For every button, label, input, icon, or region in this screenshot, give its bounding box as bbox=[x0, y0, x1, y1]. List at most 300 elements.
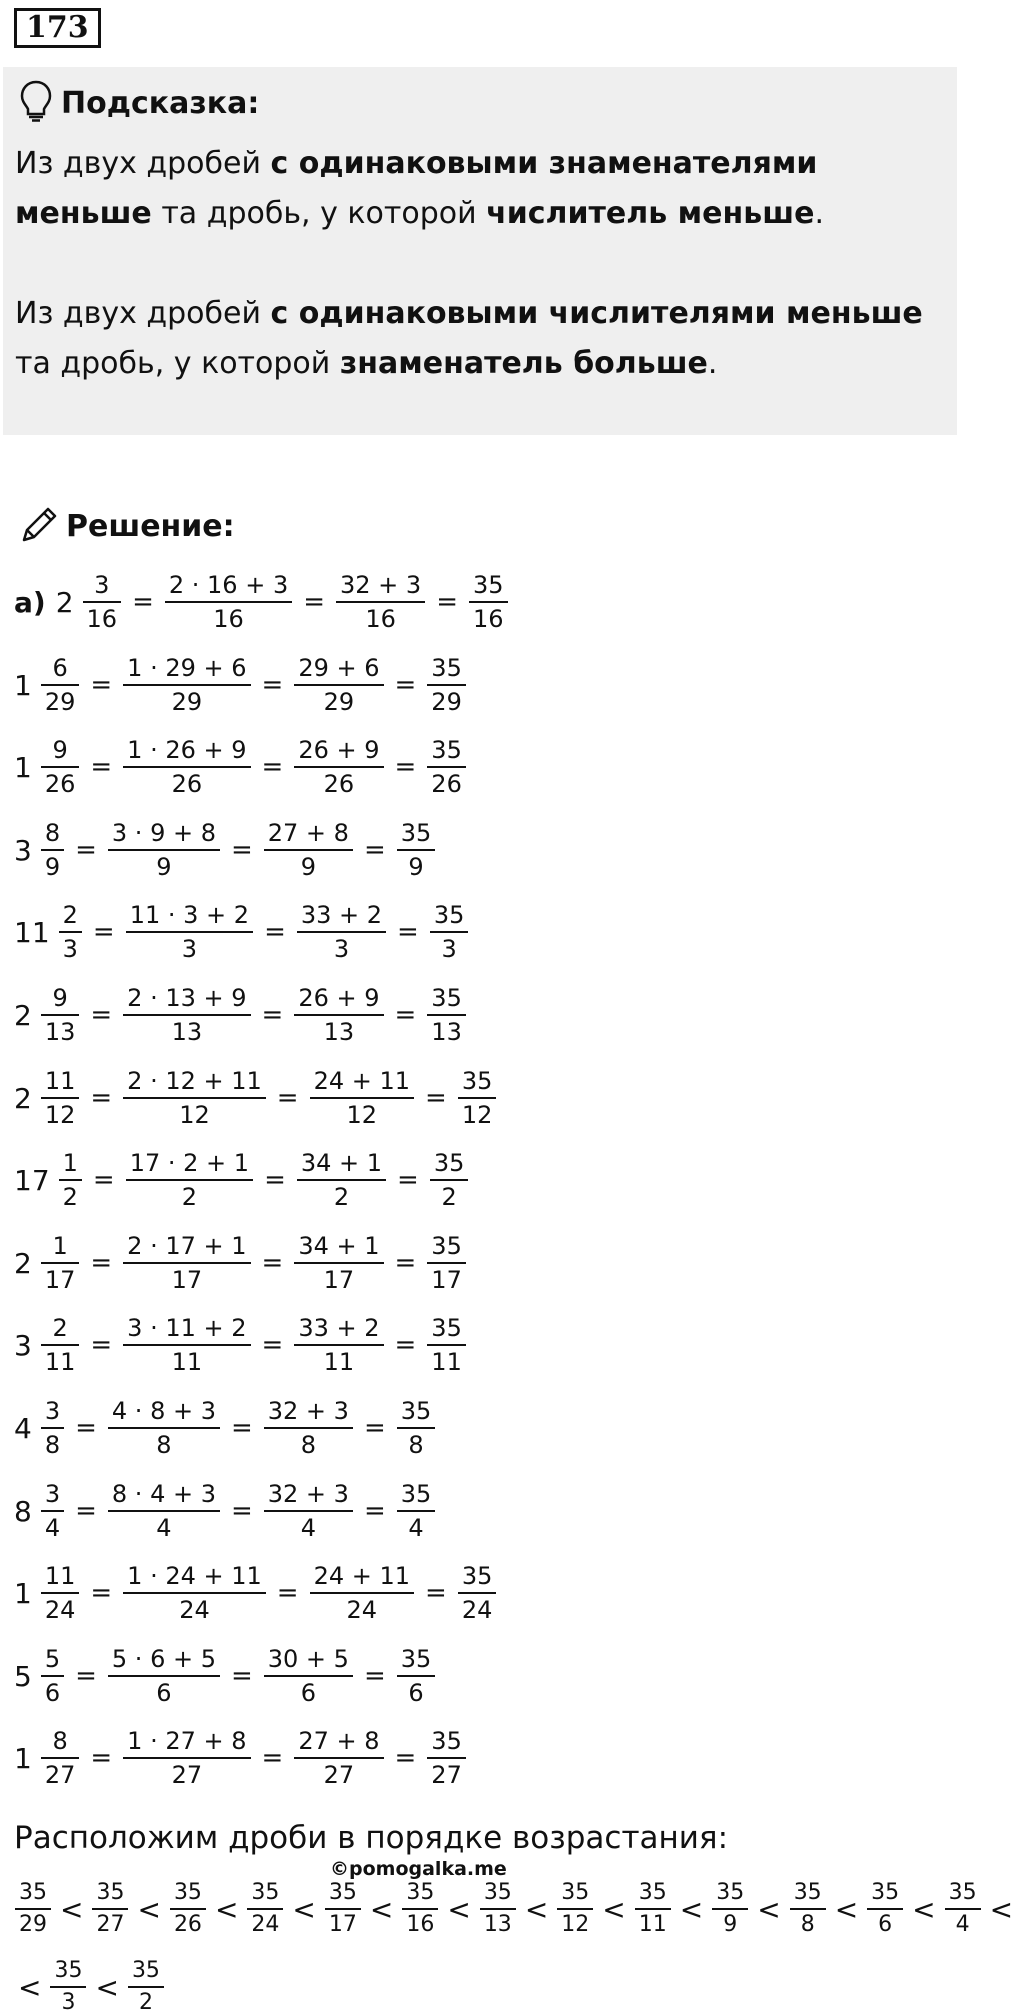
numerator: 11 bbox=[44, 1067, 76, 1095]
denominator: 27 bbox=[294, 1757, 383, 1787]
expression-fraction bbox=[108, 821, 220, 879]
numerator: 24 + 11 bbox=[313, 1067, 411, 1095]
numerator: 1 bbox=[52, 1232, 68, 1260]
numerator: 35 bbox=[716, 1880, 745, 1905]
numerator: 35 bbox=[431, 654, 462, 682]
hint-bold-text: числитель меньше bbox=[486, 196, 815, 231]
sum-fraction bbox=[264, 821, 353, 879]
denominator: 26 bbox=[123, 766, 250, 796]
numerator: 26 + 9 bbox=[298, 736, 380, 764]
numerator: 3 · 9 + 8 bbox=[111, 819, 216, 847]
whole-part: 3 bbox=[14, 1328, 32, 1362]
denominator: 16 bbox=[336, 601, 425, 631]
pencil-icon bbox=[20, 504, 60, 548]
hint-text: Из двух дробей bbox=[15, 296, 271, 331]
ordered-fraction bbox=[790, 1882, 826, 1936]
sum-fraction bbox=[264, 1482, 353, 1540]
denominator: 29 bbox=[41, 684, 80, 714]
denominator: 26 bbox=[294, 766, 383, 796]
whole-part: 8 bbox=[14, 1494, 32, 1528]
ordered-fraction bbox=[867, 1882, 903, 1936]
denominator: 16 bbox=[402, 1908, 438, 1936]
numerator: 35 bbox=[431, 1232, 462, 1260]
denominator: 11 bbox=[294, 1344, 383, 1374]
numerator: 32 + 3 bbox=[267, 1397, 349, 1425]
equals-sign: = bbox=[394, 1248, 417, 1278]
expression-fraction bbox=[108, 1647, 220, 1705]
denominator: 9 bbox=[264, 849, 353, 879]
result-fraction bbox=[430, 1151, 469, 1209]
denominator: 27 bbox=[92, 1908, 128, 1936]
hint-box bbox=[3, 67, 957, 435]
numerator: 35 bbox=[131, 1958, 160, 1983]
hint-bold-text: знаменатель больше bbox=[339, 346, 708, 381]
denominator: 12 bbox=[41, 1097, 80, 1127]
ordered-fraction bbox=[635, 1882, 671, 1936]
equals-sign: = bbox=[394, 670, 417, 700]
denominator: 4 bbox=[108, 1510, 220, 1540]
equals-sign: = bbox=[436, 587, 458, 617]
denominator: 27 bbox=[427, 1757, 466, 1787]
numerator: 27 + 8 bbox=[298, 1727, 380, 1755]
denominator: 17 bbox=[294, 1262, 383, 1292]
denominator: 13 bbox=[41, 1014, 80, 1044]
part-label: а) bbox=[14, 585, 46, 619]
less-than-sign: < bbox=[447, 1892, 471, 1926]
expression-fraction bbox=[123, 1564, 266, 1622]
ordered-fraction bbox=[170, 1882, 206, 1936]
denominator: 12 bbox=[458, 1097, 497, 1127]
denominator: 3 bbox=[430, 931, 469, 961]
solution-title: Решение: bbox=[66, 508, 235, 544]
numerator: 6 bbox=[52, 654, 68, 682]
denominator: 11 bbox=[41, 1344, 80, 1374]
sum-fraction bbox=[294, 656, 383, 714]
denominator: 17 bbox=[325, 1908, 361, 1936]
equals-sign: = bbox=[394, 1330, 417, 1360]
result-fraction bbox=[427, 656, 466, 714]
whole-part: 2 bbox=[55, 585, 74, 619]
equals-sign: = bbox=[394, 1000, 417, 1030]
ordered-fraction bbox=[50, 1960, 86, 2014]
numerator: 34 + 1 bbox=[298, 1232, 380, 1260]
mixed-fraction bbox=[41, 656, 80, 714]
numerator: 2 · 17 + 1 bbox=[127, 1232, 247, 1260]
ordered-fraction bbox=[325, 1882, 361, 1936]
equals-sign: = bbox=[92, 1165, 115, 1195]
equals-sign: = bbox=[261, 1000, 284, 1030]
result-fraction bbox=[427, 986, 466, 1044]
numerator: 35 bbox=[948, 1880, 977, 1905]
denominator: 24 bbox=[247, 1908, 283, 1936]
equals-sign: = bbox=[90, 1083, 113, 1113]
equals-sign: = bbox=[230, 1413, 253, 1443]
equals-sign: = bbox=[261, 670, 284, 700]
ordered-fraction bbox=[945, 1882, 981, 1936]
result-fraction bbox=[458, 1564, 497, 1622]
numerator: 34 + 1 bbox=[300, 1149, 383, 1177]
equals-sign: = bbox=[230, 1496, 253, 1526]
numerator: 33 + 2 bbox=[298, 1314, 380, 1342]
denominator: 8 bbox=[264, 1427, 353, 1457]
denominator: 29 bbox=[427, 684, 466, 714]
numerator: 8 bbox=[52, 1727, 68, 1755]
denominator: 3 bbox=[50, 1986, 86, 2014]
numerator: 35 bbox=[251, 1880, 280, 1905]
denominator: 9 bbox=[108, 849, 220, 879]
expression-fraction bbox=[165, 573, 292, 631]
denominator: 24 bbox=[310, 1592, 414, 1622]
expression-fraction bbox=[108, 1482, 220, 1540]
numerator: 2 bbox=[52, 1314, 68, 1342]
ordered-fraction bbox=[15, 1882, 51, 1936]
denominator: 16 bbox=[83, 601, 122, 631]
mixed-fraction bbox=[41, 1316, 80, 1374]
hint-paragraph-1 bbox=[15, 139, 950, 239]
equation-row bbox=[14, 1145, 471, 1215]
expression-fraction bbox=[126, 1151, 253, 1209]
numerator: 35 bbox=[638, 1880, 667, 1905]
mixed-fraction bbox=[41, 821, 64, 879]
denominator: 6 bbox=[108, 1675, 220, 1705]
denominator: 27 bbox=[41, 1757, 80, 1787]
sum-fraction bbox=[264, 1647, 353, 1705]
numerator: 35 bbox=[483, 1880, 512, 1905]
equals-sign: = bbox=[90, 752, 113, 782]
expression-fraction bbox=[108, 1399, 220, 1457]
denominator: 26 bbox=[427, 766, 466, 796]
numerator: 1 · 24 + 11 bbox=[127, 1562, 262, 1590]
denominator: 4 bbox=[397, 1510, 436, 1540]
mixed-fraction bbox=[59, 903, 82, 961]
denominator: 24 bbox=[458, 1592, 497, 1622]
numerator: 3 · 11 + 2 bbox=[127, 1314, 247, 1342]
less-than-sign: < bbox=[757, 1892, 781, 1926]
denominator: 13 bbox=[480, 1908, 516, 1936]
denominator: 8 bbox=[41, 1427, 64, 1457]
denominator: 8 bbox=[790, 1908, 826, 1936]
equals-sign: = bbox=[90, 1248, 113, 1278]
less-than-sign: < bbox=[60, 1892, 84, 1926]
sum-fraction bbox=[310, 1069, 414, 1127]
denominator: 17 bbox=[427, 1262, 466, 1292]
numerator: 24 + 11 bbox=[313, 1562, 411, 1590]
denominator: 3 bbox=[126, 931, 253, 961]
denominator: 6 bbox=[264, 1675, 353, 1705]
equation-row bbox=[14, 897, 471, 967]
less-than-sign: < bbox=[137, 1892, 161, 1926]
denominator: 8 bbox=[397, 1427, 436, 1457]
equals-sign: = bbox=[363, 835, 386, 865]
expression-fraction bbox=[126, 903, 253, 961]
numerator: 29 + 6 bbox=[298, 654, 380, 682]
equation-row bbox=[14, 1393, 438, 1463]
expression-fraction bbox=[123, 1316, 250, 1374]
denominator: 13 bbox=[427, 1014, 466, 1044]
hint-text: та дробь, у которой bbox=[151, 196, 487, 231]
numerator: 5 · 6 + 5 bbox=[111, 1645, 216, 1673]
equals-sign: = bbox=[397, 1165, 419, 1195]
equation-row bbox=[14, 732, 469, 802]
expression-fraction bbox=[123, 1069, 266, 1127]
less-than-sign: < bbox=[18, 1970, 42, 2004]
numerator: 35 bbox=[871, 1880, 900, 1905]
numerator: 35 bbox=[473, 571, 504, 599]
numerator: 27 + 8 bbox=[267, 819, 349, 847]
equals-sign: = bbox=[261, 1330, 284, 1360]
mixed-fraction bbox=[41, 986, 80, 1044]
denominator: 26 bbox=[170, 1908, 206, 1936]
mixed-fraction bbox=[41, 1729, 80, 1787]
equals-sign: = bbox=[303, 587, 326, 617]
result-fraction bbox=[397, 1399, 436, 1457]
sum-fraction bbox=[294, 1316, 383, 1374]
result-fraction bbox=[427, 1729, 466, 1787]
result-fraction bbox=[427, 1234, 466, 1292]
hint-text: Из двух дробей bbox=[15, 146, 271, 181]
whole-part: 5 bbox=[14, 1659, 32, 1693]
denominator: 9 bbox=[397, 849, 436, 879]
numerator: 30 + 5 bbox=[267, 1645, 349, 1673]
sum-fraction bbox=[294, 1234, 383, 1292]
equals-sign: = bbox=[264, 1165, 286, 1195]
ordered-fraction bbox=[557, 1882, 593, 1936]
ordered-fraction bbox=[92, 1882, 128, 1936]
numerator: 35 bbox=[328, 1880, 357, 1905]
whole-part: 1 bbox=[14, 1741, 32, 1775]
numerator: 5 bbox=[44, 1645, 61, 1673]
denominator: 13 bbox=[123, 1014, 250, 1044]
numerator: 2 bbox=[62, 901, 78, 929]
equals-sign: = bbox=[425, 1578, 447, 1608]
denominator: 3 bbox=[297, 931, 386, 961]
whole-part: 4 bbox=[14, 1411, 32, 1445]
hint-title: Подсказка: bbox=[61, 85, 260, 121]
numerator: 35 bbox=[461, 1562, 493, 1590]
equals-sign: = bbox=[75, 1661, 97, 1691]
hint-text: . bbox=[814, 196, 824, 231]
equation-row bbox=[14, 1476, 438, 1546]
equals-sign: = bbox=[264, 917, 286, 947]
equals-sign: = bbox=[90, 670, 113, 700]
hint-text: . bbox=[707, 346, 718, 381]
sum-fraction bbox=[297, 903, 386, 961]
denominator: 17 bbox=[41, 1262, 80, 1292]
denominator: 2 bbox=[430, 1179, 469, 1209]
sum-fraction bbox=[294, 1729, 383, 1787]
less-than-sign: < bbox=[912, 1892, 936, 1926]
mixed-fraction bbox=[41, 1234, 80, 1292]
mixed-fraction bbox=[59, 1151, 82, 1209]
denominator: 13 bbox=[294, 1014, 383, 1044]
numerator: 35 bbox=[433, 901, 465, 929]
denominator: 4 bbox=[41, 1510, 64, 1540]
mixed-fraction bbox=[41, 1564, 80, 1622]
denominator: 11 bbox=[635, 1908, 671, 1936]
less-than-sign: < bbox=[679, 1892, 704, 1926]
equals-sign: = bbox=[363, 1661, 386, 1691]
order-line-1 bbox=[12, 1882, 1019, 1936]
denominator: 8 bbox=[108, 1427, 220, 1457]
numerator: 35 bbox=[431, 1727, 462, 1755]
sum-fraction bbox=[294, 738, 383, 796]
equals-sign: = bbox=[276, 1083, 299, 1113]
denominator: 16 bbox=[165, 601, 292, 631]
equation-row bbox=[14, 980, 469, 1050]
numerator: 35 bbox=[793, 1880, 822, 1905]
numerator: 32 + 3 bbox=[340, 571, 422, 599]
denominator: 2 bbox=[297, 1179, 386, 1209]
denominator: 11 bbox=[123, 1344, 250, 1374]
mixed-fraction bbox=[41, 1069, 80, 1127]
whole-part: 2 bbox=[14, 998, 32, 1032]
expression-fraction bbox=[123, 656, 250, 714]
equals-sign: = bbox=[261, 752, 284, 782]
equals-sign: = bbox=[90, 1578, 113, 1608]
whole-part: 2 bbox=[14, 1081, 32, 1115]
mixed-fraction bbox=[41, 1482, 64, 1540]
watermark: ©pomogalka.me bbox=[330, 1858, 507, 1880]
equation-row bbox=[14, 1228, 469, 1298]
whole-part: 1 bbox=[14, 1576, 32, 1610]
sum-fraction bbox=[297, 1151, 386, 1209]
equals-sign: = bbox=[394, 1743, 417, 1773]
equation-row bbox=[14, 1063, 499, 1133]
numerator: 35 bbox=[96, 1880, 125, 1905]
hint-bold-text: с одинаковыми знаменателями меньше bbox=[15, 146, 818, 231]
hint-text: та дробь, у которой bbox=[15, 346, 340, 381]
numerator: 35 bbox=[400, 819, 432, 847]
equals-sign: = bbox=[261, 1743, 284, 1773]
ordered-fraction bbox=[247, 1882, 283, 1936]
whole-part: 17 bbox=[14, 1163, 50, 1197]
equals-sign: = bbox=[75, 1413, 97, 1443]
denominator: 16 bbox=[469, 601, 508, 631]
ordered-fraction bbox=[480, 1882, 516, 1936]
numerator: 35 bbox=[431, 1314, 462, 1342]
denominator: 26 bbox=[41, 766, 80, 796]
sum-fraction bbox=[310, 1564, 414, 1622]
numerator: 35 bbox=[400, 1480, 432, 1508]
less-than-sign: < bbox=[214, 1892, 239, 1926]
result-fraction bbox=[458, 1069, 497, 1127]
hint-paragraph-2 bbox=[15, 289, 950, 389]
hint-header bbox=[19, 79, 259, 127]
denominator: 12 bbox=[123, 1097, 266, 1127]
numerator: 1 · 26 + 9 bbox=[127, 736, 247, 764]
denominator: 9 bbox=[712, 1908, 748, 1936]
numerator: 4 · 8 + 3 bbox=[111, 1397, 216, 1425]
equals-sign: = bbox=[276, 1578, 299, 1608]
numerator: 35 bbox=[431, 736, 462, 764]
less-than-sign: < bbox=[369, 1892, 394, 1926]
equals-sign: = bbox=[132, 587, 154, 617]
numerator: 17 · 2 + 1 bbox=[129, 1149, 250, 1177]
numerator: 32 + 3 bbox=[267, 1480, 349, 1508]
denominator: 27 bbox=[123, 1757, 250, 1787]
equals-sign: = bbox=[75, 1496, 97, 1526]
equation-row bbox=[14, 1723, 469, 1793]
result-fraction bbox=[397, 1647, 436, 1705]
numerator: 35 bbox=[406, 1880, 435, 1905]
numerator: 3 bbox=[44, 1480, 61, 1508]
sum-fraction bbox=[294, 986, 383, 1044]
result-fraction bbox=[430, 903, 469, 961]
numerator: 11 · 3 + 2 bbox=[129, 901, 250, 929]
expression-fraction bbox=[123, 1729, 250, 1787]
order-text: Расположим дроби в порядке возрастания: bbox=[14, 1820, 729, 1856]
equals-sign: = bbox=[90, 1330, 113, 1360]
equals-sign: = bbox=[230, 1661, 253, 1691]
less-than-sign: < bbox=[989, 1892, 1014, 1926]
equation-row bbox=[14, 1558, 499, 1628]
equals-sign: = bbox=[397, 917, 419, 947]
numerator: 35 bbox=[461, 1067, 493, 1095]
numerator: 2 · 16 + 3 bbox=[168, 571, 289, 599]
denominator: 29 bbox=[123, 684, 250, 714]
numerator: 33 + 2 bbox=[300, 901, 383, 929]
equals-sign: = bbox=[75, 835, 97, 865]
less-than-sign: < bbox=[292, 1892, 316, 1926]
numerator: 35 bbox=[431, 984, 462, 1012]
denominator: 12 bbox=[310, 1097, 414, 1127]
equation-row bbox=[14, 1310, 469, 1380]
numerator: 35 bbox=[561, 1880, 590, 1905]
denominator: 2 bbox=[126, 1179, 253, 1209]
whole-part: 11 bbox=[14, 915, 50, 949]
equals-sign: = bbox=[363, 1496, 386, 1526]
denominator: 6 bbox=[867, 1908, 903, 1936]
numerator: 1 bbox=[62, 1149, 78, 1177]
numerator: 35 bbox=[433, 1149, 465, 1177]
ordered-fraction bbox=[712, 1882, 748, 1936]
mixed-fraction bbox=[83, 573, 122, 631]
denominator: 17 bbox=[123, 1262, 250, 1292]
result-fraction bbox=[469, 573, 508, 631]
equals-sign: = bbox=[230, 835, 253, 865]
result-fraction bbox=[427, 738, 466, 796]
task-number: 173 bbox=[14, 8, 101, 48]
mixed-fraction bbox=[41, 1647, 64, 1705]
whole-part: 2 bbox=[14, 1246, 32, 1280]
sum-fraction bbox=[336, 573, 425, 631]
less-than-sign: < bbox=[834, 1892, 859, 1926]
numerator: 1 · 29 + 6 bbox=[127, 654, 247, 682]
denominator: 24 bbox=[41, 1592, 80, 1622]
less-than-sign: < bbox=[524, 1892, 549, 1926]
whole-part: 1 bbox=[14, 750, 32, 784]
denominator: 29 bbox=[15, 1908, 51, 1936]
equation-row bbox=[14, 1641, 438, 1711]
equals-sign: = bbox=[363, 1413, 386, 1443]
hint-bold-text: с одинаковыми числителями меньше bbox=[270, 296, 923, 331]
result-fraction bbox=[397, 1482, 436, 1540]
mixed-fraction bbox=[41, 1399, 64, 1457]
denominator: 6 bbox=[41, 1675, 64, 1705]
mixed-fraction bbox=[41, 738, 80, 796]
result-fraction bbox=[427, 1316, 466, 1374]
numerator: 9 bbox=[52, 736, 68, 764]
expression-fraction bbox=[123, 986, 250, 1044]
ordered-fraction bbox=[402, 1882, 438, 1936]
numerator: 35 bbox=[19, 1880, 47, 1905]
equation-row bbox=[14, 815, 438, 885]
equals-sign: = bbox=[90, 1743, 113, 1773]
numerator: 2 · 12 + 11 bbox=[127, 1067, 262, 1095]
expression-fraction bbox=[123, 1234, 250, 1292]
denominator: 9 bbox=[41, 849, 64, 879]
denominator: 4 bbox=[945, 1908, 981, 1936]
